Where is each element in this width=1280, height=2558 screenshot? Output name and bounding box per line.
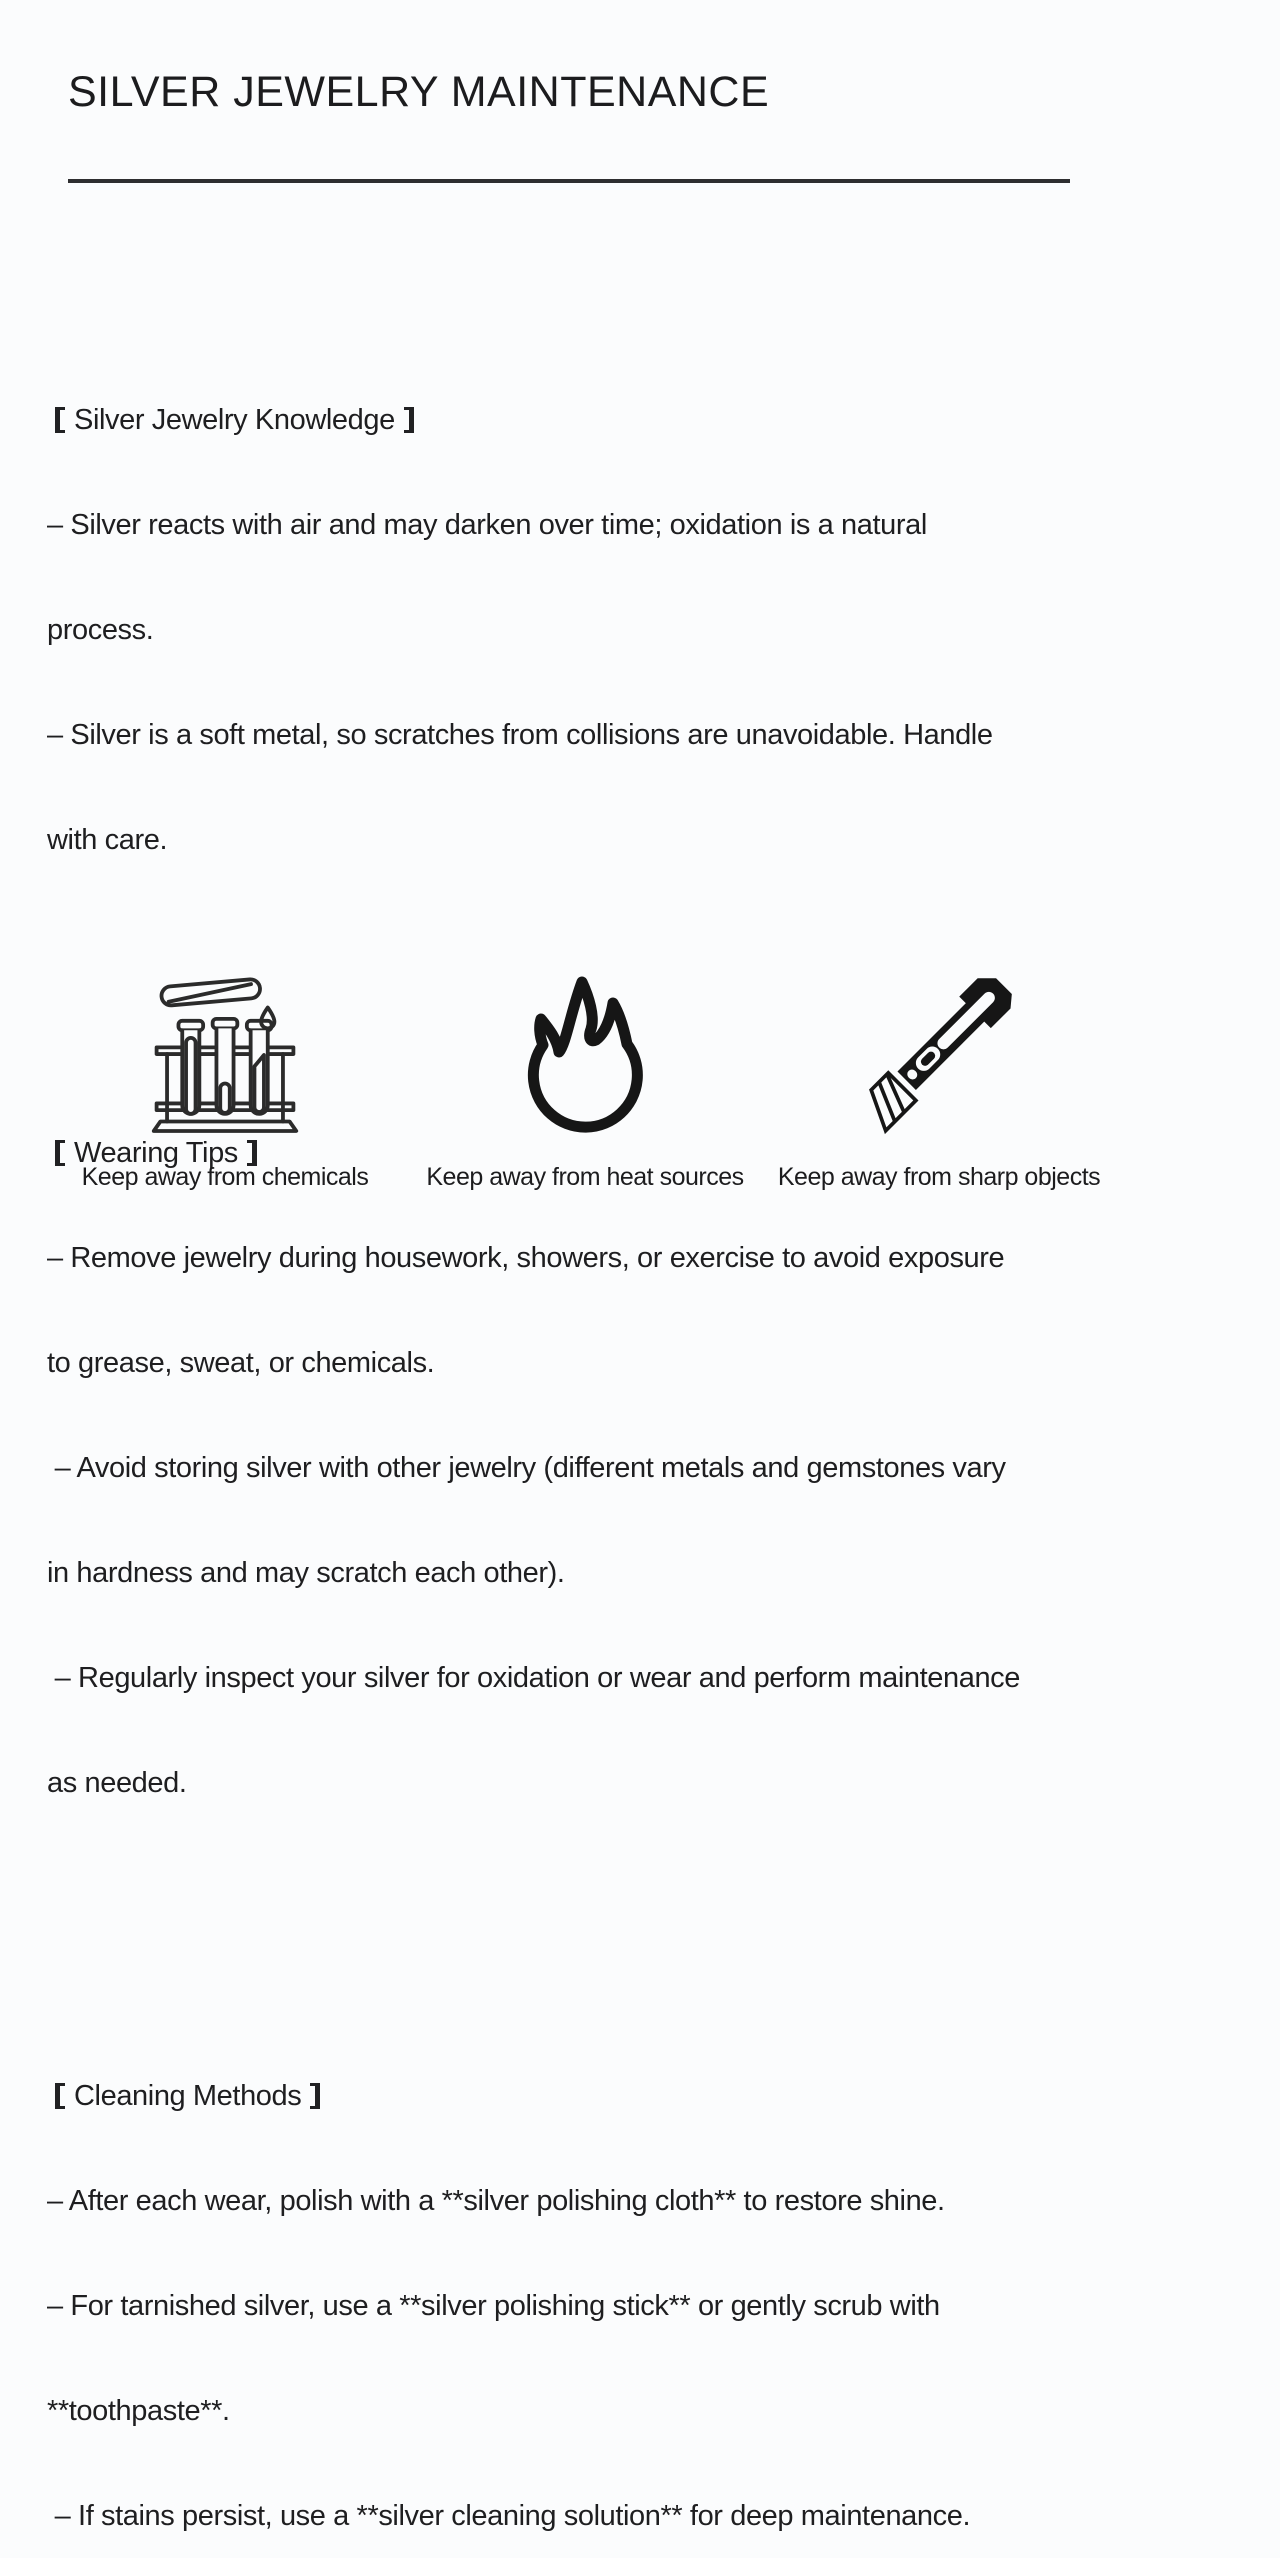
warning-heat	[415, 962, 755, 1192]
text-line: – If stains persist, use a **silver cleaning solution** for deep maintenance.	[47, 2500, 971, 2532]
page-title: SILVER JEWELRY MAINTENANCE	[68, 68, 770, 116]
utility-knife-icon	[763, 962, 1115, 1147]
warning-caption: Keep away from chemicals	[81, 1163, 369, 1191]
section-heading	[55, 403, 1020, 438]
section-cleaning-methods	[47, 2009, 1020, 2558]
text-line: – Avoid storing silver with other jewelry (different metals and gemstones vary	[47, 1452, 1006, 1484]
section-heading-text: Silver Jewelry Knowledge	[74, 404, 395, 436]
warning-caption: Keep away from sharp objects	[777, 1163, 1101, 1191]
section-heading-text: Wearing Tips	[74, 1137, 238, 1169]
test-tubes-icon	[55, 962, 395, 1147]
divider-line	[68, 179, 1070, 183]
text-line: – Remove jewelry during housework, showers, or exercise to avoid exposure	[47, 1242, 1005, 1274]
section-heading-text: Cleaning Methods	[74, 2080, 302, 2112]
text-line: in hardness and may scratch each other).	[47, 1557, 565, 1589]
text-line: **toothpaste**.	[47, 2395, 230, 2427]
warning-caption: Keep away from heat sources	[426, 1163, 744, 1191]
text-line: – After each wear, polish with a **silver polishing cloth** to restore shine.	[47, 2185, 945, 2217]
text-line: as needed.	[47, 1767, 187, 1799]
warning-chemicals	[55, 962, 395, 1192]
section-silver-jewelry-knowledge	[47, 333, 1020, 928]
text-line: process.	[47, 614, 154, 646]
text-line: – Regularly inspect your silver for oxidation or wear and perform maintenance	[47, 1662, 1021, 1694]
warning-sharp-objects	[763, 962, 1115, 1192]
right-lenticular-bracket-icon	[310, 2083, 320, 2109]
text-line: – For tarnished silver, use a **silver polishing stick** or gently scrub with	[47, 2290, 940, 2322]
text-line: – Silver reacts with air and may darken over time; oxidation is a natural	[47, 509, 927, 541]
care-instructions	[47, 228, 1020, 2558]
right-lenticular-bracket-icon	[404, 407, 414, 433]
section-heading	[55, 2079, 1020, 2114]
text-line: with care.	[47, 824, 168, 856]
text-line: – Silver is a soft metal, so scratches from collisions are unavoidable. Handle	[47, 719, 993, 751]
left-lenticular-bracket-icon	[55, 2083, 65, 2109]
flame-icon	[415, 962, 755, 1147]
text-line: to grease, sweat, or chemicals.	[47, 1347, 435, 1379]
left-lenticular-bracket-icon	[55, 407, 65, 433]
